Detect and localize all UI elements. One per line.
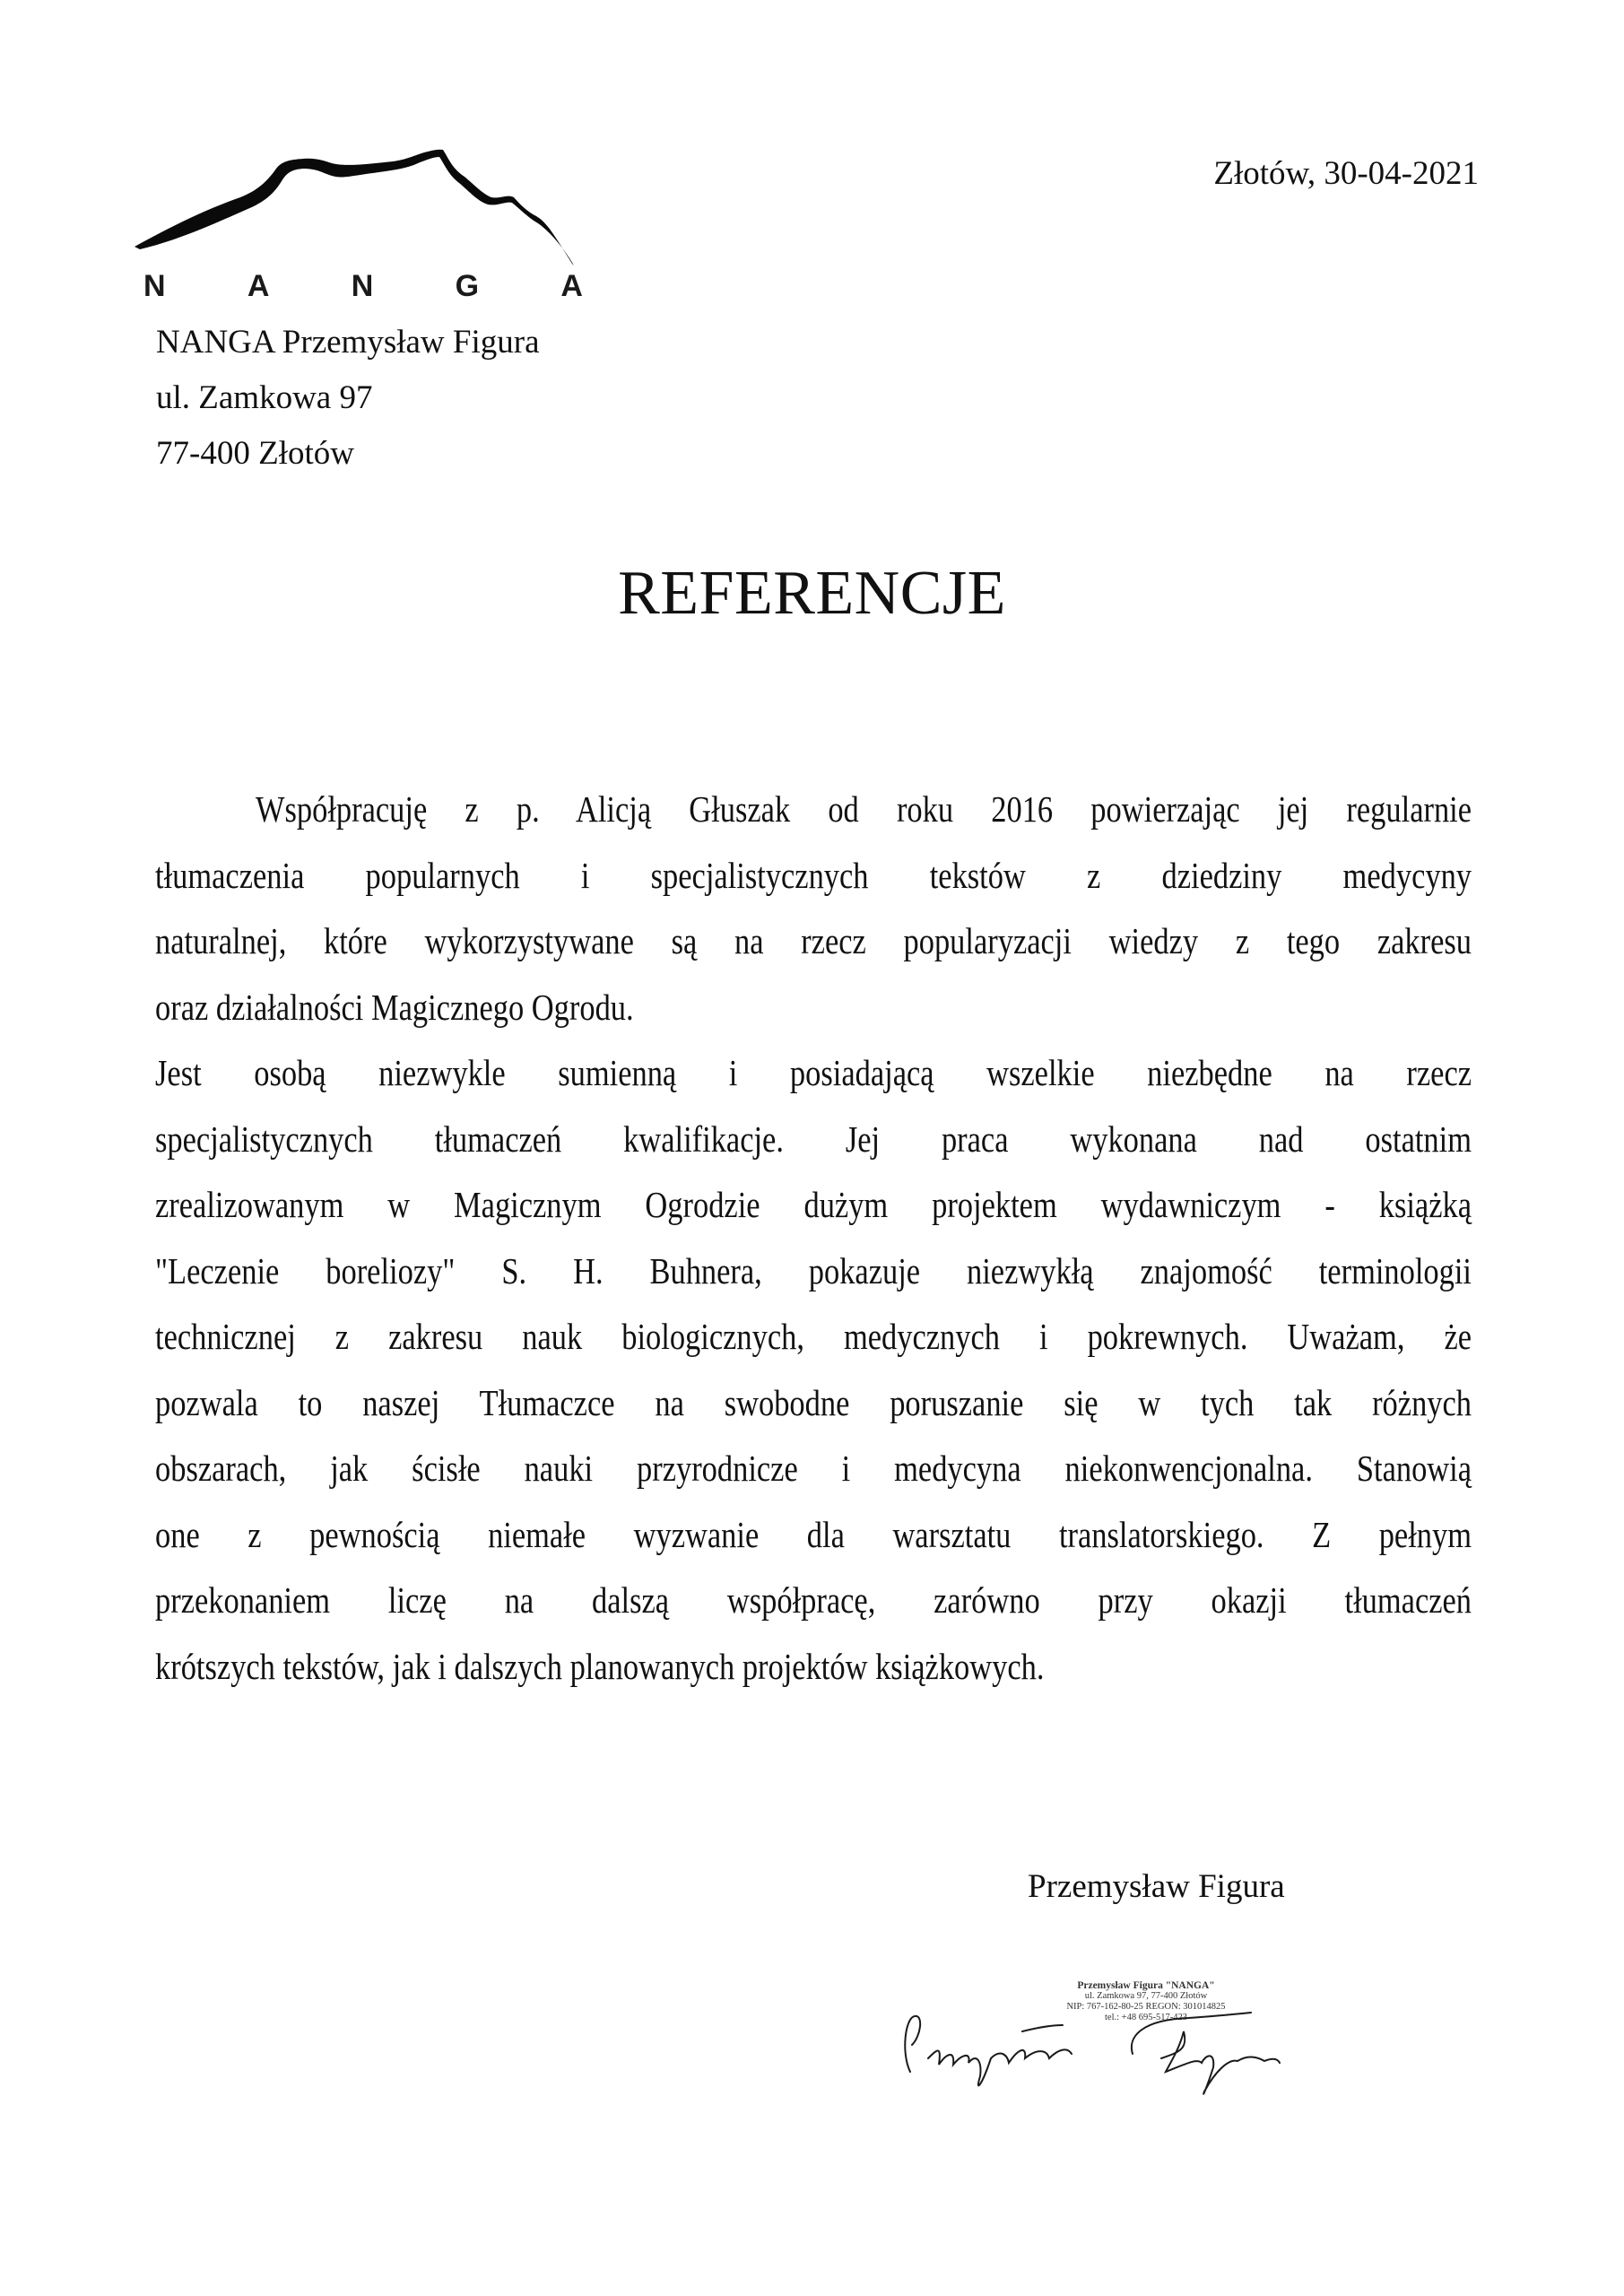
handwritten-signature bbox=[892, 2009, 1359, 2108]
stamp-line: ul. Zamkowa 97, 77-400 Złotów bbox=[1084, 1991, 1208, 2001]
signature-stroke bbox=[1022, 2025, 1063, 2031]
body-line: przekonaniem liczę na dalszą współpracę, zarówno przy okazji tłumaczeń bbox=[155, 1579, 1472, 1621]
body-line: Jest osobą niezwykle sumienną i posiadającą wszelkie niezbędne na rzecz bbox=[155, 1052, 1472, 1093]
stamp-line: NIP: 767-162-80-25 REGON: 301014825 bbox=[1066, 2002, 1226, 2012]
logo-letter: N bbox=[143, 269, 166, 303]
body-line: naturalnej, które wykorzystywane są na rzecz popularyzacji wiedzy z tego zakresu bbox=[155, 920, 1472, 961]
place-and-date: Złotów, 30-04-2021 bbox=[1213, 155, 1479, 192]
body-line: technicznej z zakresu nauk biologicznych, medycznych i pokrewnych. Uważam, że bbox=[155, 1316, 1472, 1357]
body-line: oraz działalności Magicznego Ogrodu. bbox=[155, 986, 634, 1028]
logo-letter: A bbox=[560, 269, 583, 303]
signature-stroke bbox=[928, 2049, 1072, 2085]
signature-stroke bbox=[1132, 2013, 1251, 2054]
stamp-line: Przemysław Figura "NANGA" bbox=[1077, 1980, 1215, 1991]
body-line: "Leczenie boreliozy" S. H. Buhnera, pokazuje niezwykłą znajomość terminologii bbox=[155, 1249, 1472, 1292]
body-line: Współpracuję z p. Alicją Głuszak od roku 2016 powierzając jej regularnie bbox=[256, 788, 1472, 830]
signer-name: Przemysław Figura bbox=[1028, 1868, 1285, 1905]
sender-city: 77-400 Złotów bbox=[156, 435, 354, 472]
sender-street: ul. Zamkowa 97 bbox=[156, 379, 373, 416]
body-line: tłumaczenia popularnych i specjalistycznych tekstów z dziedziny medycyny bbox=[155, 854, 1472, 896]
logo-wordmark bbox=[143, 269, 583, 304]
body-line: obszarach, jak ścisłe nauki przyrodnicze i medycyna niekonwencjonalna. Stanowią bbox=[155, 1448, 1472, 1489]
body-line: specjalistycznych tłumaczeń kwalifikacje. Jej praca wykonana nad ostatnim bbox=[155, 1118, 1472, 1160]
letter-body bbox=[155, 777, 1472, 1700]
mountain-ridge-icon bbox=[135, 150, 574, 265]
signature-stroke bbox=[905, 2016, 920, 2072]
signature-stroke bbox=[1161, 2031, 1280, 2094]
logo-letter: N bbox=[351, 269, 374, 303]
body-line: pozwala to naszej Tłumaczce na swobodne poruszanie się w tych tak różnych bbox=[155, 1381, 1472, 1423]
stamp-line: tel.: +48 695-517-423 bbox=[1105, 2013, 1187, 2022]
body-line: one z pewnością niemałe wyzwanie dla warsztatu translatorskiego. Z pełnym bbox=[155, 1513, 1472, 1555]
document-title: REFERENCJE bbox=[618, 559, 1006, 628]
logo-letter: A bbox=[247, 269, 270, 303]
body-line: krótszych tekstów, jak i dalszych planowanych projektów książkowych. bbox=[155, 1645, 1045, 1687]
sender-name: NANGA Przemysław Figura bbox=[156, 324, 540, 361]
body-line: zrealizowanym w Magicznym Ogrodzie dużym projektem wydawniczym - książką bbox=[155, 1184, 1472, 1225]
logo-letter: G bbox=[455, 269, 480, 303]
